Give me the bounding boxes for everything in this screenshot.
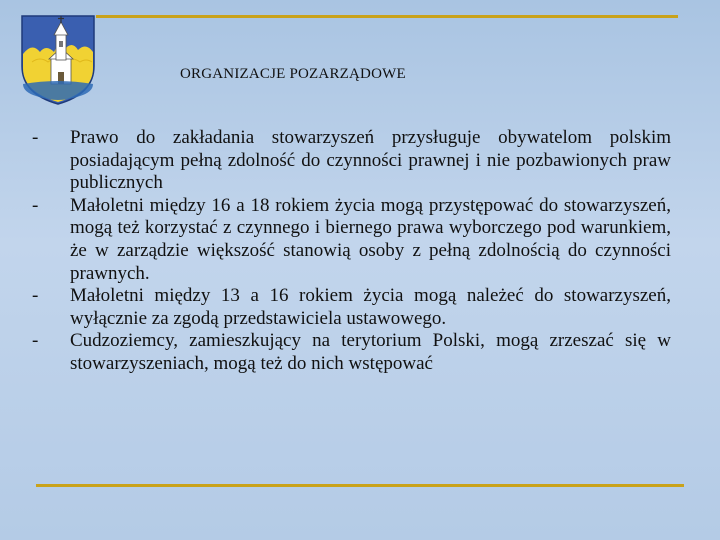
- bullet-marker: -: [32, 285, 39, 307]
- bullet-marker: -: [32, 194, 39, 216]
- bullet-text: Małoletni między 16 a 18 rokiem życia mogą przystępować do stowarzyszeń, mogą też korzystać z czynnego i biernego prawa wyborczego pod warunkiem, że w zarządzie większość stanowią osoby z pełną zdolnością do czynności prawnych.: [70, 194, 671, 284]
- bullet-text: Małoletni między 13 a 16 rokiem życia mogą należeć do stowarzyszeń, wyłącznie za zgodą przedstawiciela ustawowego.: [70, 285, 671, 329]
- bullet-item-3: [30, 285, 671, 330]
- bullet-marker: -: [32, 127, 39, 148]
- bottom-divider: [36, 484, 684, 487]
- top-divider: [96, 15, 678, 18]
- bullet-text: Cudzoziemcy, zamieszkujący na terytorium Polski, mogą zrzeszać się w stowarzyszeniach, mogą też do nich wstępować: [70, 330, 671, 374]
- bullet-marker: -: [32, 330, 39, 352]
- bullet-item-4: [30, 330, 671, 375]
- bullet-list: [30, 127, 671, 376]
- coat-of-arms-logo: [20, 14, 96, 106]
- slide-title: ORGANIZACJE POZARZĄDOWE: [180, 66, 406, 82]
- bullet-item-2: [30, 195, 671, 285]
- bullet-item-1: [30, 127, 671, 195]
- bullet-text: Prawo do zakładania stowarzyszeń przysługuje obywatelom polskim posiadającym pełną zdolność do czynności prawnej i nie pozbawionych praw publicznych: [70, 127, 671, 194]
